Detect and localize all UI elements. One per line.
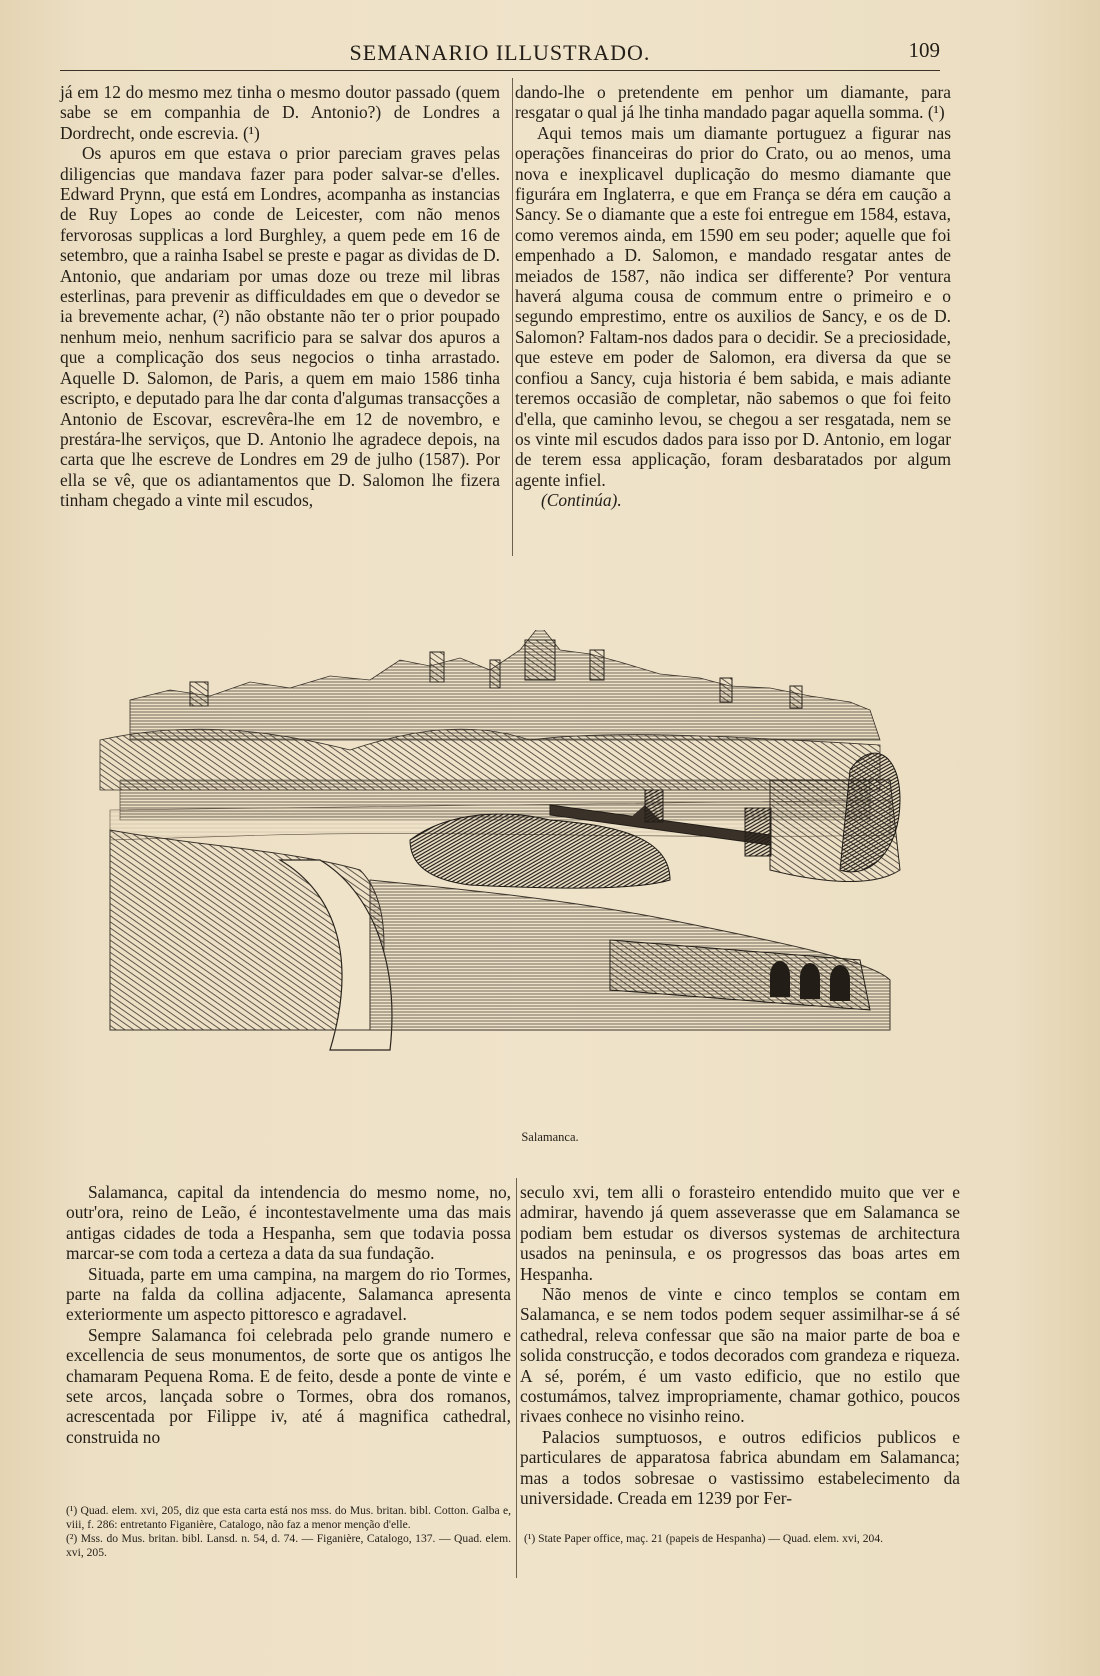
top-right-column bbox=[515, 82, 951, 511]
paragraph: Não menos de vinte e cinco templos se contam em Salamanca, e se nem todos podem sequer assimilhar-se á sé cathedral, releva confessar que são na maior parte de boa e solida construcção, e todos decorados com grandeza e riqueza. A sé, porém, é um vasto edificio, que no estilo que costumámos, talvez impropriamente, chamar gothico, poucos rivaes conhece no visinho reino. bbox=[520, 1284, 960, 1427]
salamanca-engraving bbox=[70, 630, 950, 1090]
paragraph: seculo xvi, tem alli o forasteiro entendido muito que ver e admirar, havendo já quem asseverasse que em Salamanca se podiam bem estudar os diversos systemas de architectura usados na peninsula, e os progressos das boas artes em Hespanha. bbox=[520, 1182, 960, 1284]
top-left-column bbox=[60, 82, 500, 511]
column-divider bbox=[516, 1178, 517, 1578]
paragraph: Aqui temos mais um diamante portuguez a figurar nas operações financeiras do prior do Crato, ou ao menos, uma nova e inexplicavel duplicação do mesmo diamante que figurára em Inglaterra, e que em França se déra em caução a Sancy. Se o diamante que a este foi entregue em 1584, estava, como veremos ainda, em 1590 em seu poder; aquelle que foi empenhado a D. Salomon, e mandado resgatar antes de meiados de 1587, não indica ser differente? Por ventura haverá alguma cousa de commum entre o primeiro e o segundo emprestimo, entre os auxilios de Sancy, e os de D. Salomon? Faltam-nos dados para o decidir. Se a preciosidade, que esteve em poder de Salomon, era diversa da que se confiou a Sancy, cuja historia é bem sabida, e mais adiante teremos occasião de completar, não sabemos o que foi feito d'ella, que caminho levou, se chegou a ser resgatada, nem se os vinte mil escudos dados para isso por D. Antonio, em logar de terem essa applicação, foram desbaratados por algum agente infiel. bbox=[515, 122, 951, 490]
column-divider bbox=[512, 78, 513, 556]
paragraph: Salamanca, capital da intendencia do mesmo nome, no, outr'ora, reino de Leão, é incontestavelmente uma das mais antigas cidades de toda a Hespanha, sem que todavia possa marcar-se com toda a certeza a data da sua fundação. bbox=[66, 1182, 511, 1264]
paragraph: Palacios sumptuosos, e outros edificios publicos e particulares de apparatosa fabrica abundam em Salamanca; mas a todos sobresae o vastissimo estabelecimento da universidade. Creada em 1239 por Fer- bbox=[520, 1426, 960, 1509]
footnote: (¹) Quad. elem. xvi, 205, diz que esta carta está nos mss. do Mus. britan. bibl. Cotton. Galba e, viii, f. 286: entretanto Figanière, Catalogo, não faz a menor menção d'elle. bbox=[66, 1504, 511, 1531]
paragraph: Os apuros em que estava o prior pareciam graves pelas diligencias que mandava fazer para poder salvar-se d'elles. Edward Prynn, que está em Londres, acompanha as instancias de Ruy Lopes ao conde de Leicester, com não menos fervorosas supplicas a lord Burghley, a quem pede em 16 de setembro, que a rainha Isabel se preste e pagar as dividas de D. Antonio, que andariam por umas doze ou treze mil libras esterlinas, para prevenir as difficuldades em que o devedor se ia brevemente achar, (²) não obstante não ter o prior poupado nenhum meio, nenhum sacrificio para se salvar dos apuros a que a complicação dos seus negocios o tinha arrastado. Aquelle D. Salomon, de Paris, a quem em maio 1586 tinha escripto, e deputado para lhe dar conta d'algumas transacções a Antonio de Escovar, escrevêra-lhe em 12 de novembro, e prestára-lhe serviços, que D. Antonio lhe agradece depois, na carta que lhe escreve de Londres em 29 de julho (1587). Por ella se vê, que os adiantamentos que D. Salomon lhe fizera tinham chegado a vinte mil escudos, bbox=[60, 143, 500, 511]
footnote: (²) Mss. do Mus. britan. bibl. Lansd. n. 54, d. 74. — Figanière, Catalogo, 137. — Quad. elem. xvi, 205. bbox=[66, 1532, 511, 1559]
running-head: SEMANARIO ILLUSTRADO. bbox=[349, 40, 651, 65]
engraving-illustration bbox=[70, 630, 950, 1090]
footnotes-left bbox=[66, 1504, 511, 1560]
footnotes-right bbox=[524, 1532, 960, 1546]
bottom-right-column bbox=[520, 1182, 960, 1509]
continua-note: (Continúa). bbox=[541, 490, 622, 511]
city-skyline bbox=[130, 630, 880, 740]
paragraph: já em 12 do mesmo mez tinha o mesmo doutor passado (quem sabe se em companhia de D. Antonio?) de Londres a Dordrecht, onde escrevia. (¹) bbox=[60, 82, 500, 143]
footnote: (¹) State Paper office, maç. 21 (papeis de Hespanha) — Quad. elem. xvi, 204. bbox=[524, 1532, 884, 1545]
paragraph: Sempre Salamanca foi celebrada pelo grande numero e excellencia de seus monumentos, de sorte que os antigos lhe chamaram Pequena Roma. E de feito, desde a ponte de vinte e sete arcos, lançada sobre o Tormes, obra dos romanos, acrescentada por Filippe iv, até á magnifica cathedral, construida no bbox=[66, 1324, 511, 1447]
paragraph: Situada, parte em uma campina, na margem do rio Tormes, parte na falda da collina adjacente, Salamanca apresenta exteriormente um aspecto pittoresco e agradavel. bbox=[66, 1263, 511, 1325]
paragraph: dando-lhe o pretendente em penhor um diamante, para resgatar o qual já lhe tinha mandado pagar aquella somma. (¹) bbox=[515, 82, 951, 123]
page-header bbox=[60, 36, 940, 71]
bottom-left-column bbox=[66, 1182, 511, 1447]
figure-caption: Salamanca. bbox=[521, 1130, 579, 1144]
page-number: 109 bbox=[908, 38, 940, 62]
